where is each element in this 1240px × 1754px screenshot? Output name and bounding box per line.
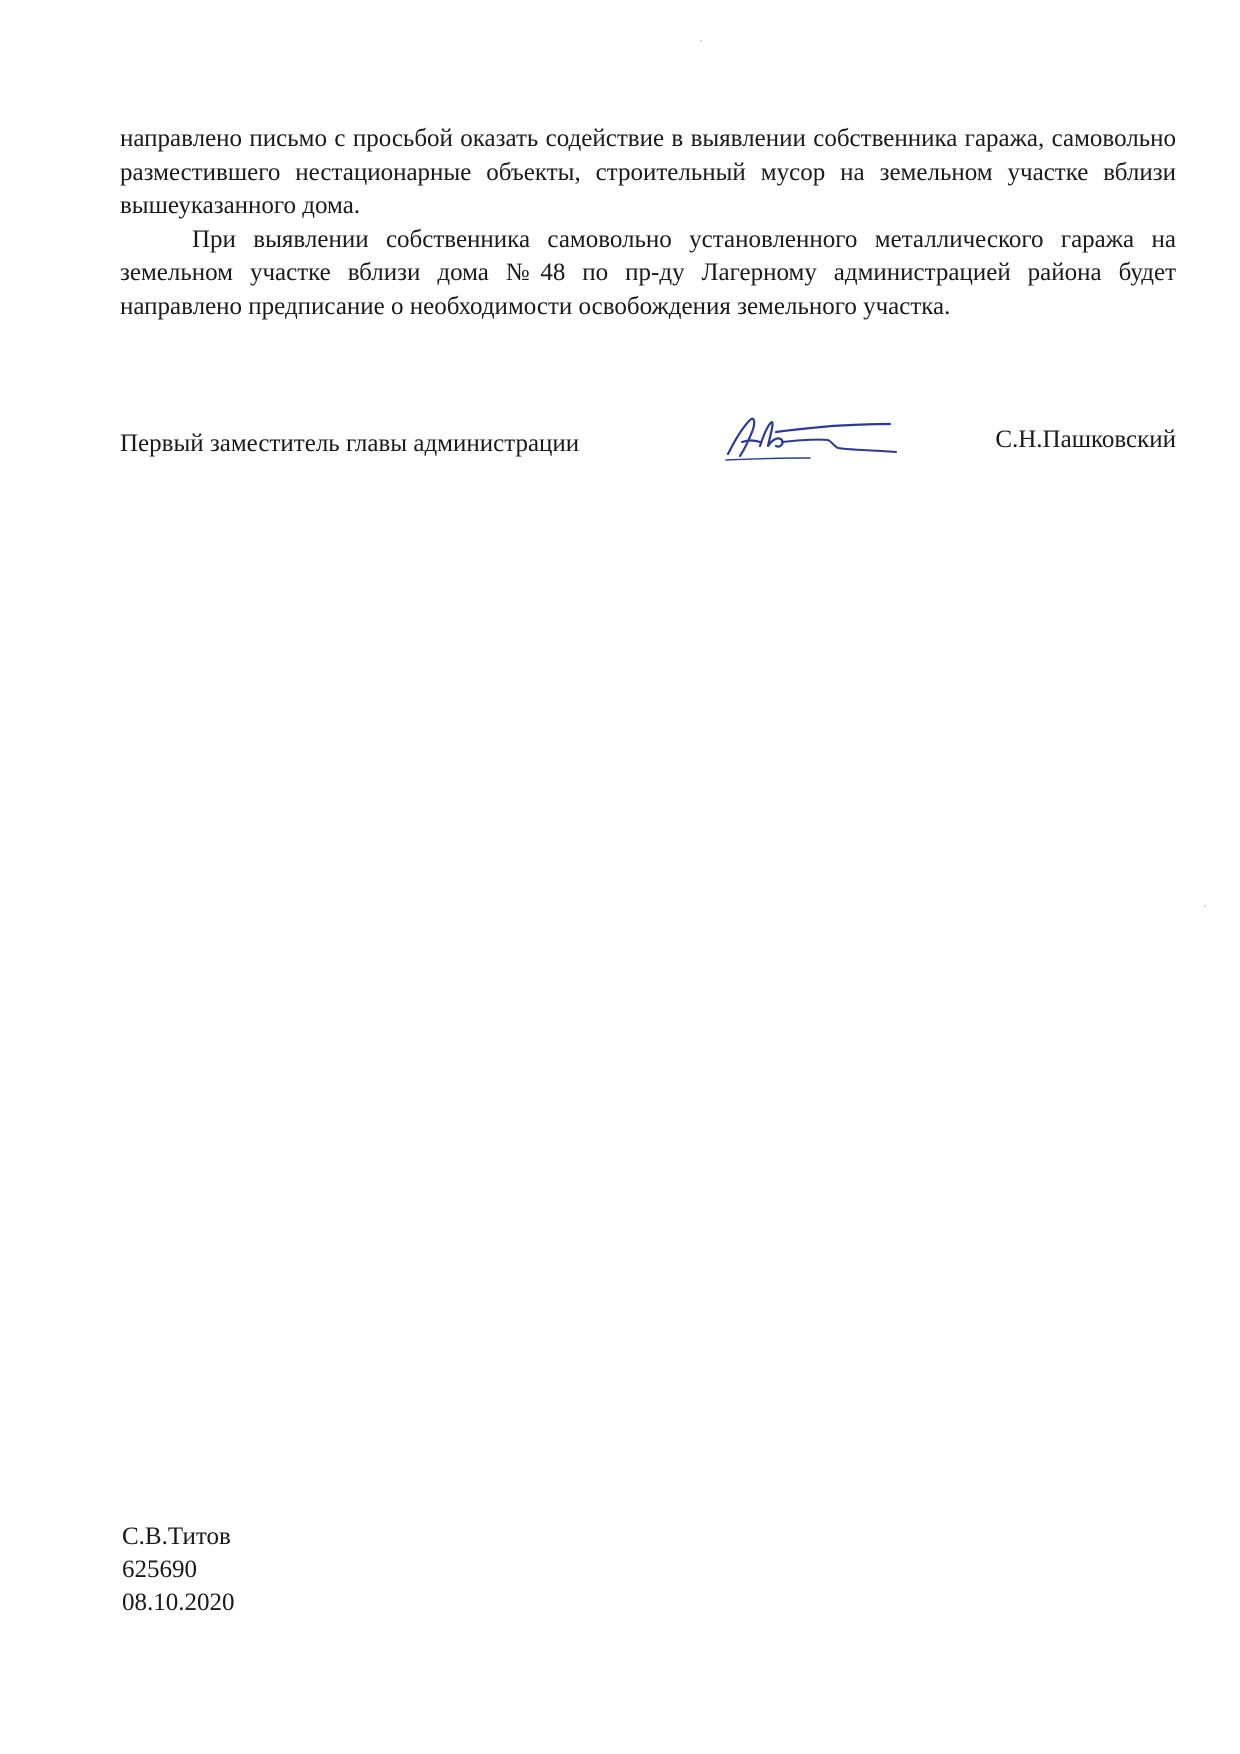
signatory-name: С.Н.Пашковский: [995, 426, 1176, 453]
executor-name: С.В.Титов: [122, 1523, 231, 1550]
document-date: 08.10.2020: [122, 1589, 235, 1616]
handwritten-signature: [720, 412, 900, 468]
signatory-position: Первый заместитель главы администрации: [120, 430, 580, 457]
scan-artifact: [700, 40, 702, 42]
executor-block: [122, 1520, 235, 1619]
paragraph-continuation: направлено письмо с просьбой оказать содействие в выявлении собственника гаража, самовольно разместившего нестационарные объекты, строительный мусор на земельном участке вблизи вышеуказанного дома.: [120, 125, 1176, 219]
signature-block: [120, 426, 1176, 476]
executor-phone: 625690: [122, 1556, 197, 1583]
scan-artifact: [1204, 905, 1206, 907]
paragraph-garage-notice: При выявлении собственника самовольно установленного металлического гаража на земельном участке вблизи дома №48 по пр-ду Лагерному администрацией района будет направлено предписание о необходимости освобождения земельного участка.: [120, 225, 1176, 320]
letter-body: [120, 122, 1176, 323]
